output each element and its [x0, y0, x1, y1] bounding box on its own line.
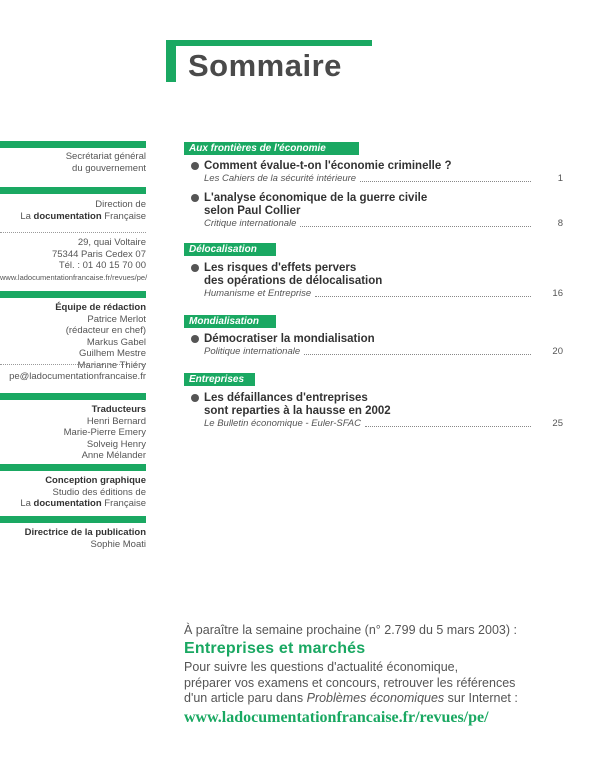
- toc-entry-title: Démocratiser la mondialisation: [191, 333, 563, 346]
- toc-entry-source: Politique internationale 20: [204, 346, 563, 357]
- toc-entry[interactable]: [191, 392, 563, 430]
- translator: Anne Mélander: [81, 450, 146, 461]
- sidebar-dotted-divider: [0, 364, 146, 365]
- dot-leader: [315, 296, 531, 297]
- subscription-description: Pour suivre les questions d'actualité économique, préparer vos examens et concours, retrouver les références d'un article paru dans Problèmes économiques sur Internet :: [184, 660, 518, 705]
- address-line: 29, quai Voltaire: [77, 237, 146, 248]
- bullet-icon: [191, 264, 199, 272]
- phone-line: Tél. : 01 40 15 70 00: [58, 260, 146, 271]
- sidebar-publisher: La documentation Française: [20, 210, 146, 222]
- toc-entry[interactable]: [191, 333, 563, 358]
- toc-entry-title: L'analyse économique de la guerre civile: [191, 192, 563, 205]
- bullet-icon: [191, 194, 199, 202]
- sidebar-text: Direction de: [95, 199, 146, 210]
- toc-entry-source: Le Bulletin économique - Euler-SFAC 25: [204, 418, 563, 429]
- next-issue-line: À paraître la semaine prochaine (n° 2.799 du 5 mars 2003) :: [184, 623, 517, 637]
- team-member: Marianne Thiéry: [77, 359, 146, 371]
- sidebar-text: du gouvernement: [72, 162, 146, 174]
- page-number: 8: [557, 218, 563, 229]
- next-issue-block: [184, 622, 584, 729]
- page-title: Sommaire: [188, 48, 342, 83]
- translator: Marie-Pierre Emery: [63, 427, 146, 438]
- sidebar-text: Secrétariat général: [65, 151, 146, 162]
- sidebar-divider: [0, 516, 146, 523]
- team-member: (rédacteur en chef): [65, 325, 146, 336]
- toc-entry-title-cont: selon Paul Collier: [204, 205, 301, 217]
- sidebar-divider: [0, 291, 146, 298]
- sidebar-design: [0, 475, 146, 510]
- publication-director: Sophie Moati: [90, 538, 146, 550]
- sidebar-divider: [0, 393, 146, 400]
- toc-entry[interactable]: [191, 192, 563, 230]
- title-accent-line: [166, 40, 372, 46]
- page-number: 16: [552, 288, 563, 299]
- sidebar-address: [0, 237, 146, 283]
- toc-entry-source: Les Cahiers de la sécurité intérieure 1: [204, 173, 563, 184]
- next-issue-title: Entreprises et marchés: [184, 640, 366, 657]
- email-address: pe@ladocumentationfrancaise.fr: [9, 371, 146, 382]
- sidebar-secretariat: [0, 151, 146, 174]
- toc-entry-title: Comment évalue-t-on l'économie criminelle ?: [191, 160, 563, 173]
- sidebar-publication: [0, 527, 146, 550]
- toc-entry-title-cont: des opérations de délocalisation: [204, 275, 383, 287]
- journal-name: Problèmes économiques: [306, 691, 445, 705]
- bullet-icon: [191, 394, 199, 402]
- sidebar-dotted-divider: [0, 232, 146, 233]
- bullet-icon: [191, 335, 199, 343]
- toc-entry-source: Humanisme et Entreprise 16: [204, 288, 563, 299]
- page-number: 20: [552, 346, 563, 357]
- team-member: Guilhem Mestre: [78, 348, 146, 359]
- dot-leader: [300, 226, 531, 227]
- dot-leader: [365, 426, 531, 427]
- toc-entry[interactable]: [191, 160, 563, 185]
- sidebar-team: [0, 302, 146, 371]
- toc-entry[interactable]: [191, 262, 563, 300]
- page-title-block: [166, 40, 372, 82]
- dot-leader: [304, 354, 531, 355]
- design-heading: Conception graphique: [45, 475, 146, 486]
- page-number: 1: [557, 173, 563, 184]
- team-member: Patrice Merlot: [87, 313, 146, 325]
- translator: Solveig Henry: [86, 438, 146, 450]
- toc-entry-title: Les défaillances d'entreprises: [191, 392, 563, 405]
- translator: Henri Bernard: [86, 415, 146, 427]
- sidebar-publisher: La documentation Française: [20, 498, 146, 509]
- sidebar-direction: [0, 199, 146, 222]
- team-heading: Équipe de rédaction: [55, 302, 146, 313]
- sidebar-email: [0, 371, 146, 383]
- sidebar-divider: [0, 464, 146, 471]
- sidebar-website: www.ladocumentationfrancaise.fr/revues/pe/: [0, 272, 148, 282]
- page-number: 25: [552, 418, 563, 429]
- section-header: Aux frontières de l'économie: [184, 142, 359, 155]
- team-member: Markus Gabel: [86, 336, 146, 348]
- sidebar-text: Studio des éditions de: [52, 486, 146, 498]
- address-line: 75344 Paris Cedex 07: [51, 248, 146, 260]
- dot-leader: [360, 181, 531, 182]
- sidebar-divider: [0, 187, 146, 194]
- title-accent-bar: [166, 40, 176, 82]
- sidebar-translators: [0, 404, 146, 462]
- toc-entry-title: Les risques d'effets pervers: [191, 262, 563, 275]
- bullet-icon: [191, 162, 199, 170]
- sidebar-divider: [0, 141, 146, 148]
- section-header: Entreprises: [184, 373, 255, 386]
- website-link[interactable]: www.ladocumentationfrancaise.fr/revues/pe/: [184, 708, 489, 726]
- toc-entry-title-cont: sont reparties à la hausse en 2002: [204, 405, 391, 417]
- toc-entry-source: Critique internationale 8: [204, 218, 563, 229]
- publication-heading: Directrice de la publication: [24, 527, 146, 538]
- translators-heading: Traducteurs: [91, 404, 146, 415]
- section-header: Mondialisation: [184, 315, 276, 328]
- section-header: Délocalisation: [184, 243, 276, 256]
